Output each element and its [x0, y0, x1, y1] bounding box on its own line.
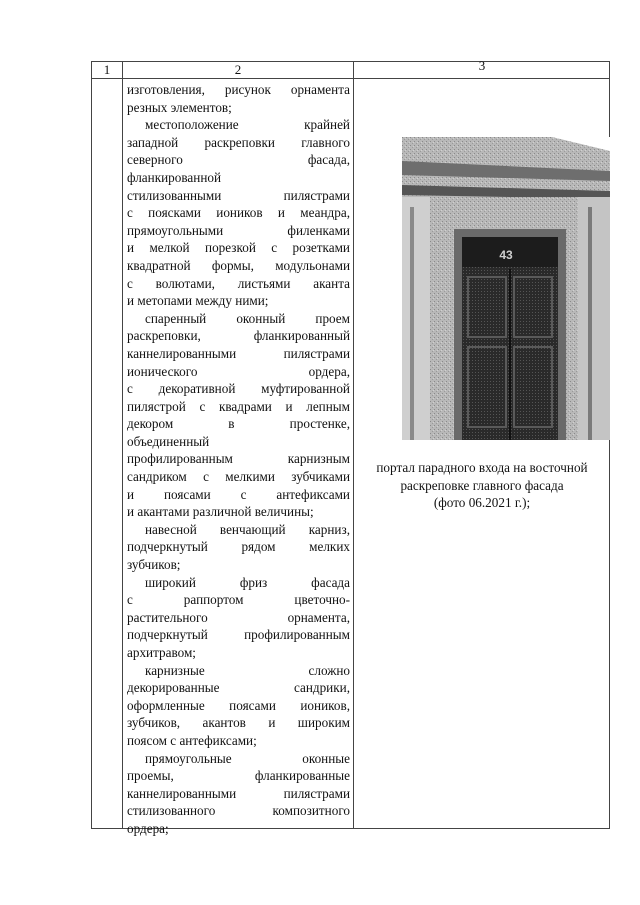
text-line: стилизованного композитного	[127, 803, 350, 819]
text-line: карнизные сложно	[145, 662, 350, 678]
text-line: архитравом;	[127, 645, 196, 660]
text-line: профилированным карнизным	[127, 451, 350, 467]
text-line: северного фасада,	[127, 152, 350, 168]
text-line: и акантами различной величины;	[127, 504, 314, 520]
text-line: прямоугольные оконные	[145, 750, 350, 766]
text-line: прямоугольными филенками	[127, 222, 350, 238]
text-line: квадратной формы, модульонами	[127, 257, 350, 273]
text-line: с раппортом цветочно-	[127, 592, 350, 608]
column-divider-1	[122, 62, 123, 828]
text-line: растительного орнамента,	[127, 609, 350, 625]
text-line: местоположение крайней	[145, 117, 350, 133]
text-line: с декоративной муфтированной	[127, 381, 350, 397]
text-line: подчеркнутый профилированным	[127, 627, 350, 643]
text-line: спаренный оконный проем	[145, 310, 350, 326]
text-line: и поясами с антефиксами	[127, 486, 350, 502]
text-line: раскреповки, фланкированный	[127, 328, 350, 344]
text-line: каннелированными пилястрами	[127, 785, 350, 801]
text-line: ионического ордера,	[127, 363, 350, 379]
text-line: сандриком с мелкими зубчиками	[127, 469, 350, 485]
text-line: навесной венчающий карниз,	[145, 521, 350, 537]
portal-photo	[402, 137, 610, 440]
text-line: и мелкой порезкой с розетками	[127, 240, 350, 256]
house-number: 43	[499, 248, 513, 262]
text-line: резных элементов;	[127, 99, 232, 115]
header-col-2: 2	[234, 62, 242, 77]
column-divider-2	[353, 62, 354, 828]
header-divider	[92, 78, 609, 79]
text-line: проемы, фланкированные	[127, 768, 350, 784]
text-line: с поясками иоников и меандра,	[127, 205, 350, 221]
text-line: широкий фриз фасада	[145, 574, 350, 590]
header-col-3: 3	[478, 58, 486, 73]
caption-line: (фото 06.2021 г.);	[433, 495, 531, 511]
text-line: ордера;	[127, 820, 169, 836]
text-line: с волютами, листьями аканта	[127, 275, 350, 291]
text-line: изготовления, рисунок орнамента	[127, 82, 350, 97]
text-line: пилястрой с квадрами и лепным	[127, 398, 350, 414]
header-col-1: 1	[103, 62, 111, 77]
document-table	[91, 58, 610, 836]
text-line: фланкированной	[127, 169, 222, 185]
text-line: стилизованными пилястрами	[127, 187, 350, 203]
text-line: объединенный	[127, 433, 210, 449]
text-line: зубчиков, акантов и широким	[127, 715, 350, 731]
caption-line: портал парадного входа на восточной	[376, 460, 588, 475]
text-line: зубчиков;	[127, 557, 181, 573]
text-line: декором в простенке,	[127, 416, 350, 432]
caption-line: раскреповке главного фасада	[400, 477, 564, 493]
text-line: западной раскреповки главного	[127, 134, 350, 150]
text-line: поясом с антефиксами;	[127, 732, 257, 748]
text-line: подчеркнутый рядом мелких	[127, 539, 350, 555]
text-line: и метопами между ними;	[127, 293, 269, 309]
text-line: каннелированными пилястрами	[127, 345, 350, 361]
text-line: декорированные сандрики,	[127, 680, 350, 696]
photo-caption	[355, 459, 609, 512]
description-text	[127, 81, 350, 838]
text-line: оформленные поясами иоников,	[127, 697, 350, 713]
